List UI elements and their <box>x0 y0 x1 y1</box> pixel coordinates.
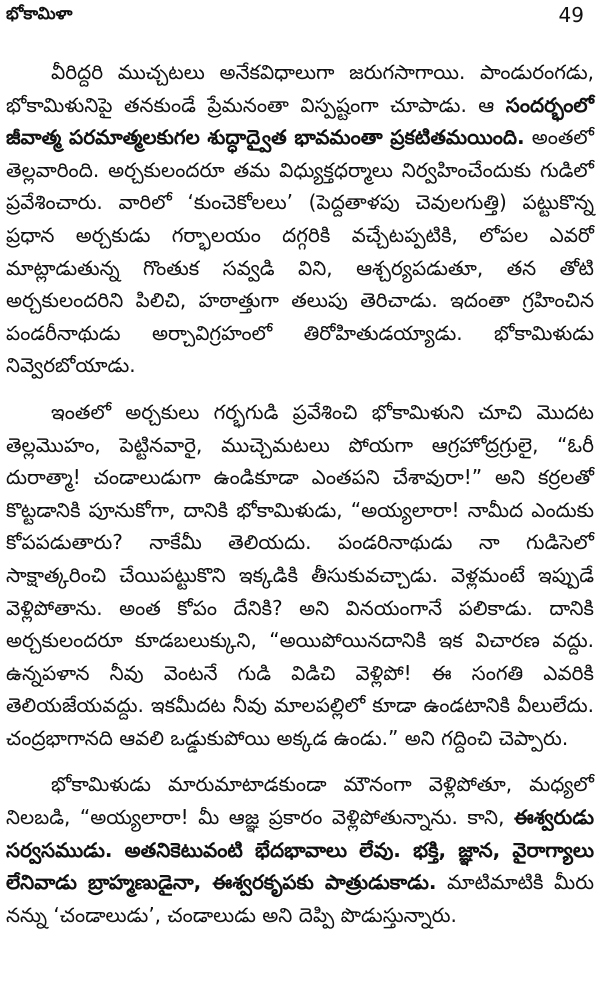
paragraph-text: వీరిద్దరి ముచ్చటలు అనేకవిధాలుగా జరుగసాగాయి. పాండురంగడు, భోకామిళునిపై తనకుండే ప్రేమనంతా విస్పష్టంగా చూపాడు. ఆ <box>6 60 594 117</box>
bold-text: సందర్భంలో జీవాత్మ పరమాత్మలకుగల శుద్ధాద్వైత భావమంతా ప్రకటితమయింది. <box>6 92 594 150</box>
paragraph-2 <box>6 396 594 755</box>
paragraph-1 <box>6 56 594 382</box>
paragraph-3 <box>6 768 594 931</box>
bold-text: ఈశ్వరుడు సర్వసముడు. అతనికెటువంటి భేదభావాలు లేవు. భక్తి, జ్ఞాన, వైరాగ్యాలు లేనివాడు బ్రాహ్మణుడైనా, ఈశ్వరకృపకు పాత్రుడుకాడు. <box>6 805 594 895</box>
running-title: భోకామిళా <box>6 4 73 24</box>
page-header <box>0 0 600 48</box>
paragraph-text: మాటిమాటికి మీరు నన్ను ‘చండాలుడు’, చండాలుడు అని దెప్పి పొడుస్తున్నారు. <box>6 870 594 927</box>
paragraph-text: ఇంతలో అర్చకులు గర్భగుడి ప్రవేశించి భోకామిళుని చూచి మొదట తెల్లమొహం, పెట్టినవారై, ముచ్చెమటలు పోయగా ఆగ్రహోద్రగ్రులై, “ఓరీ దురాత్మా! చండాలుడుగా ఉండికూడా ఎంతపని చేశావురా!” అని కర్రలతో కొట్టడానికి పూనుకోగా, దానికి భోకామిళుడు, “అయ్యలారా! నామీద ఎందుకు కోపపడుతారు? నాకేమీ తెలియదు. పండరినాథుడు నా గుడిసెలో సాక్షాత్కరించి చేయిపట్టుకొని ఇక్కడికి తీసుకువచ్చాడు. వెళ్లమంటే ఇప్పుడే వెళ్లిపోతాను. అంత కోపం దేనికి? అని వినయంగానే పలికాడు. దానికి అర్చకులందరూ కూడబలుక్కుని, “అయిపోయినదానికి ఇక విచారణ వద్దు. ఉన్నపళాన నీవు వెంటనే గుడి విడిచి వెళ్లిపో! ఈ సంగతి ఎవరికి తెలియజేయవద్దు. ఇకమీదట నీవు మాలపల్లిలో కూడా ఉండటానికి వీలులేదు. చంద్రభాగానది ఆవలి ఒడ్డుకుపోయి అక్కడ ఉండు.” అని గద్దించి చెప్పారు. <box>6 399 594 750</box>
page-body <box>6 56 594 931</box>
page-number: 49 <box>558 3 584 27</box>
paragraph-text: భోకామిళుడు మారుమాటాడకుండా మౌనంగా వెళ్లిపోతూ, మధ్యలో నిలబడి, “అయ్యలారా! మీ ఆజ్ఞ ప్రకారం వెళ్లిపోతున్నాను. కాని, <box>6 772 594 830</box>
paragraph-text: అంతలో తెల్లవారింది. అర్చకులందరూ తమ విధ్యుక్తధర్మాలు నిర్వహించేందుకు గుడిలో ప్రవేశించారు. వారిలో ‘కుంచెకోలలు’ (పెద్దతాళపు చెవులగుత్తి) పట్టుకొన్న ప్రధాన అర్చకుడు గర్భాలయం దగ్గరికి వచ్చేటప్పటికి, లోపల ఎవరో మాట్లాడుతున్న గొంతుక సవ్వడి విని, ఆశ్చర్యపడుతూ, తన తోటి అర్చకులందరిని పిలిచి, హఠాత్తుగా తలుపు తెరిచాడు. ఇదంతా గ్రహించిన పండరీనాథుడు అర్చావిగ్రహంలో తిరోహితుడయ్యాడు. భోకామిళుడు నివ్వెరబోయాడు. <box>6 125 594 378</box>
